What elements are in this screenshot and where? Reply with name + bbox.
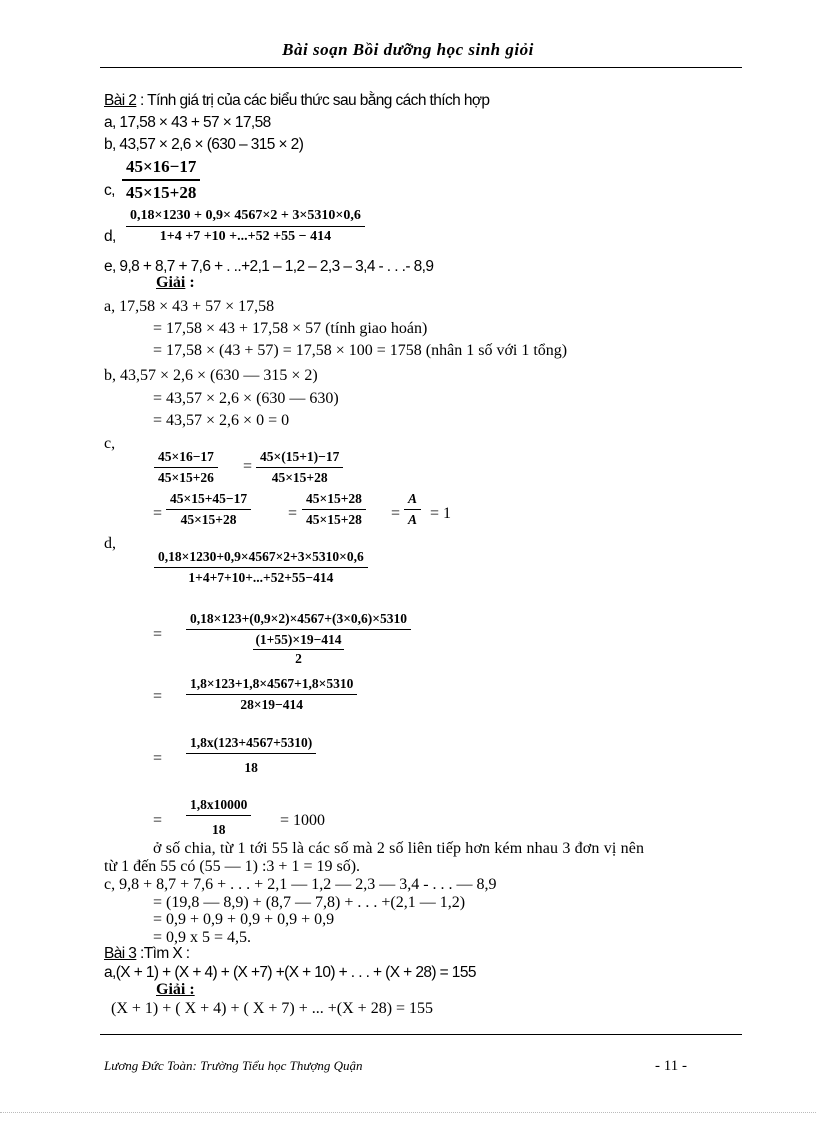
sol-c-frac5-num: A [404, 491, 421, 510]
bai2-d-fraction [126, 208, 365, 245]
bai2-title [104, 92, 489, 110]
sol-c-frac5-den: A [408, 512, 418, 527]
sol-e-line3: = 0,9 + 0,9 + 0,9 + 0,9 + 0,9 [153, 911, 335, 928]
footer-rule [100, 1034, 742, 1035]
note-line2: từ 1 đến 55 có (55 — 1) :3 + 1 = 19 số). [104, 858, 361, 875]
bai2-item-b: b, 43,57 × 2,6 × (630 – 315 × 2) [104, 136, 304, 153]
page-edge-dotted-line [0, 1112, 816, 1113]
sol-c-frac4 [302, 491, 366, 528]
sol-d-frac5-num: 1,8x10000 [186, 797, 251, 816]
sol-c-frac4-num: 45×15+28 [302, 491, 366, 510]
page-header-title: Bài soạn Bồi dưỡng học sinh giỏi [282, 40, 534, 59]
sol-c-label: c, [104, 435, 116, 452]
sol-d-result: = 1000 [280, 812, 326, 829]
sol-d-frac4-num: 1,8x(123+4567+5310) [186, 735, 316, 754]
sol-c-eq3: = [288, 505, 298, 522]
sol-d-frac5-den: 18 [211, 822, 226, 837]
sol-d-eq2: = [153, 688, 163, 705]
giai-colon: : [185, 274, 195, 291]
page-number: - 11 - [655, 1058, 687, 1074]
footer-author: Lương Đức Toàn: Trường Tiểu học Thượng Quận [104, 1058, 363, 1073]
note-line1: ở số chia, từ 1 tới 55 là các số mà 2 số liên tiếp hơn kém nhau 3 đơn vị nên [153, 840, 645, 857]
sol-d-frac2-nested-den: 2 [295, 651, 302, 666]
sol-c-frac3 [166, 491, 251, 528]
bai3-solution-line: (X + 1) + ( X + 4) + ( X + 7) + ... +(X + 28) = 155 [111, 1000, 434, 1017]
sol-b-line3: = 43,57 × 2,6 × 0 = 0 [153, 412, 290, 429]
sol-d-frac2-nested-num: (1+55)×19−414 [253, 632, 343, 650]
sol-a-line1: a, 17,58 × 43 + 57 × 17,58 [104, 298, 275, 315]
sol-c-eq4: = [391, 505, 401, 522]
sol-d-frac3-num: 1,8×123+1,8×4567+1,8×5310 [186, 676, 357, 695]
sol-b-line2: = 43,57 × 2,6 × (630 — 630) [153, 390, 339, 407]
sol-c-eq1: = [243, 458, 253, 475]
sol-d-frac2 [186, 611, 411, 667]
bai2-c-fraction [122, 157, 200, 203]
sol-d-frac4 [186, 735, 316, 776]
bai2-title-text: : Tính giá trị của các biểu thức sau bằng cách thích hợp [136, 92, 490, 109]
sol-e-line1: c, 9,8 + 8,7 + 7,6 + . . . + 2,1 — 1,2 — 2,3 — 3,4 - . . . — 8,9 [104, 876, 497, 893]
sol-e-line2: = (19,8 — 8,9) + (8,7 — 7,8) + . . . +(2,1 — 1,2) [153, 894, 466, 911]
bai2-item-e: e, 9,8 + 8,7 + 7,6 + . ..+2,1 – 1,2 – 2,3 – 3,4 - . . .- 8,9 [104, 258, 434, 275]
sol-c-frac2-num: 45×(15+1)−17 [256, 449, 343, 468]
bai2-label: Bài 2 [104, 92, 137, 109]
bai3-item-a: a,(X + 1) + (X + 4) + (X +7) +(X + 10) + . . . + (X + 28) = 155 [104, 964, 476, 981]
sol-d-frac2-den [186, 630, 411, 667]
bai2-c-numerator: 45×16−17 [122, 157, 200, 181]
sol-d-frac1-num: 0,18×1230+0,9×4567×2+3×5310×0,6 [154, 549, 368, 568]
giai-heading [156, 274, 195, 292]
sol-d-eq4: = [153, 812, 163, 829]
sol-d-frac5 [186, 797, 251, 838]
sol-c-frac2 [256, 449, 343, 486]
sol-c-frac1-den: 45×15+26 [158, 470, 214, 485]
sol-d-frac1 [154, 549, 368, 586]
sol-c-frac1 [154, 449, 218, 486]
giai-heading-2: Giải : [156, 981, 195, 998]
sol-c-frac4-den: 45×15+28 [306, 512, 362, 527]
bai2-item-d-label: d, [104, 228, 116, 245]
sol-c-frac3-den: 45×15+28 [180, 512, 237, 527]
sol-c-frac1-num: 45×16−17 [154, 449, 218, 468]
bai2-item-c-label: c, [104, 182, 115, 199]
bai3-title [104, 945, 190, 963]
sol-c-result: = 1 [430, 505, 452, 522]
bai3-label: Bài 3 [104, 945, 137, 962]
giai-label: Giải [156, 274, 186, 291]
sol-a-line2: = 17,58 × 43 + 17,58 × 57 (tính giao hoán) [153, 320, 428, 337]
sol-d-frac4-den: 18 [244, 760, 258, 775]
header-rule [100, 67, 742, 68]
sol-d-eq3: = [153, 750, 163, 767]
bai3-title-text: :Tìm X : [136, 945, 190, 962]
bai2-item-a: a, 17,58 × 43 + 57 × 17,58 [104, 114, 271, 131]
sol-d-frac3 [186, 676, 357, 713]
sol-a-line3: = 17,58 × (43 + 57) = 17,58 × 100 = 1758 (nhân 1 số với 1 tổng) [153, 342, 568, 359]
sol-c-eq2: = [153, 505, 163, 522]
sol-c-frac2-den: 45×15+28 [271, 470, 328, 485]
sol-d-label: d, [104, 535, 116, 552]
sol-e-line4: = 0,9 x 5 = 4,5. [153, 929, 252, 946]
bai2-d-denominator: 1+4 +7 +10 +...+52 +55 − 414 [159, 229, 332, 244]
bai2-d-numerator: 0,18×1230 + 0,9× 4567×2 + 3×5310×0,6 [126, 208, 365, 227]
sol-d-frac2-num: 0,18×123+(0,9×2)×4567+(3×0,6)×5310 [186, 611, 411, 630]
bai2-c-denominator: 45×15+28 [126, 183, 197, 202]
sol-d-eq1: = [153, 626, 163, 643]
sol-c-frac5 [404, 491, 421, 528]
sol-d-frac3-den: 28×19−414 [240, 697, 303, 712]
sol-d-frac2-nested-fraction [253, 632, 343, 667]
sol-c-frac3-num: 45×15+45−17 [166, 491, 251, 510]
sol-b-line1: b, 43,57 × 2,6 × (630 — 315 × 2) [104, 367, 318, 384]
sol-d-frac1-den: 1+4+7+10+...+52+55−414 [188, 570, 334, 585]
